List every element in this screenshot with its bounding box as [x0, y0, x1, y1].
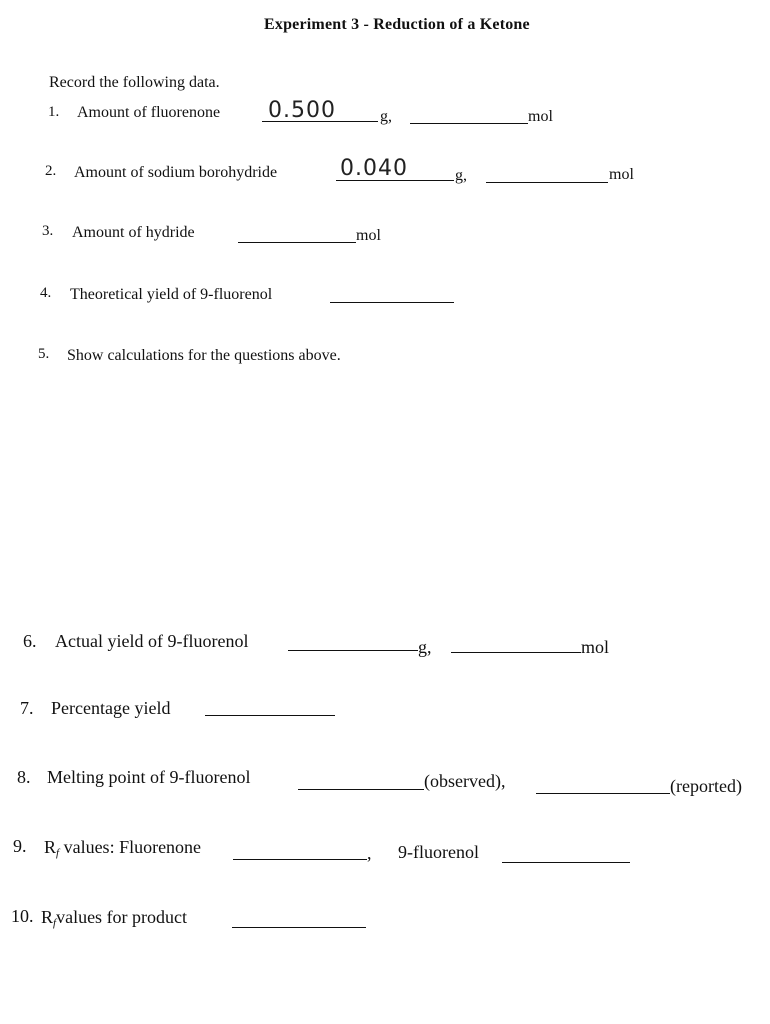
item-1-handwritten-value: 0.500: [268, 98, 336, 123]
item-4-blank[interactable]: [330, 285, 454, 303]
item-6-mol-blank[interactable]: [451, 635, 581, 653]
item-1-unit-g: g,: [380, 108, 392, 125]
item-9-fluorenol-label: 9-fluorenol: [398, 842, 479, 862]
page-title: Experiment 3 - Reduction of a Ketone: [264, 16, 530, 33]
item-3-unit-mol: mol: [356, 227, 381, 244]
item-10-label-text: values for product: [56, 907, 188, 927]
item-4-number: 4.: [40, 285, 52, 301]
item-6-grams-blank[interactable]: [288, 633, 418, 651]
item-1-unit-mol: mol: [528, 108, 553, 125]
item-9-number: 9.: [13, 836, 27, 856]
item-2-label: Amount of sodium borohydride: [74, 164, 278, 181]
item-9-fluorenone-blank[interactable]: [233, 842, 367, 860]
item-2-unit-g: g,: [455, 167, 467, 184]
item-8-reported-blank[interactable]: [536, 776, 670, 794]
item-2-mol-blank[interactable]: [486, 165, 608, 183]
item-3-mol-blank[interactable]: [238, 225, 356, 243]
item-4-label: Theoretical yield of 9-fluorenol: [70, 286, 273, 303]
item-2-number: 2.: [45, 163, 57, 179]
item-9-label-text: values: Fluorenone: [59, 837, 202, 857]
item-9-label: [44, 837, 201, 859]
item-9-comma: ,: [367, 843, 372, 863]
item-10-subscript: f: [53, 917, 57, 929]
item-6-unit-mol: mol: [581, 637, 610, 657]
item-1-label: Amount of fluorenone: [77, 104, 221, 121]
item-5-label: Show calculations for the questions above.: [67, 347, 341, 364]
item-3-number: 3.: [42, 223, 54, 239]
item-1-number: 1.: [48, 104, 60, 120]
item-2-unit-mol: mol: [609, 166, 634, 183]
item-1-mol-blank[interactable]: [410, 106, 528, 124]
item-8-label: Melting point of 9-fluorenol: [47, 767, 251, 787]
item-7-label: Percentage yield: [51, 698, 171, 718]
item-9-fluorenol-blank[interactable]: [502, 845, 630, 863]
item-10-r: R: [41, 907, 54, 927]
item-6-label: Actual yield of 9-fluorenol: [55, 631, 249, 651]
item-8-reported-label: (reported): [670, 776, 742, 796]
item-7-number: 7.: [20, 698, 34, 718]
item-6-unit-g: g,: [418, 637, 432, 657]
item-3-label: Amount of hydride: [72, 224, 195, 241]
item-8-observed-label: (observed),: [424, 771, 506, 791]
item-9-subscript: f: [56, 847, 60, 859]
item-8-observed-blank[interactable]: [298, 772, 424, 790]
item-7-blank[interactable]: [205, 698, 335, 716]
intro-text: Record the following data.: [49, 74, 220, 91]
item-10-label: [41, 907, 187, 929]
item-5-number: 5.: [38, 346, 50, 362]
item-10-number: 10.: [11, 906, 34, 926]
item-8-number: 8.: [17, 767, 31, 787]
item-6-number: 6.: [23, 631, 37, 651]
item-9-r: R: [44, 837, 57, 857]
item-10-blank[interactable]: [232, 910, 366, 928]
item-2-handwritten-value: 0.040: [340, 156, 408, 181]
